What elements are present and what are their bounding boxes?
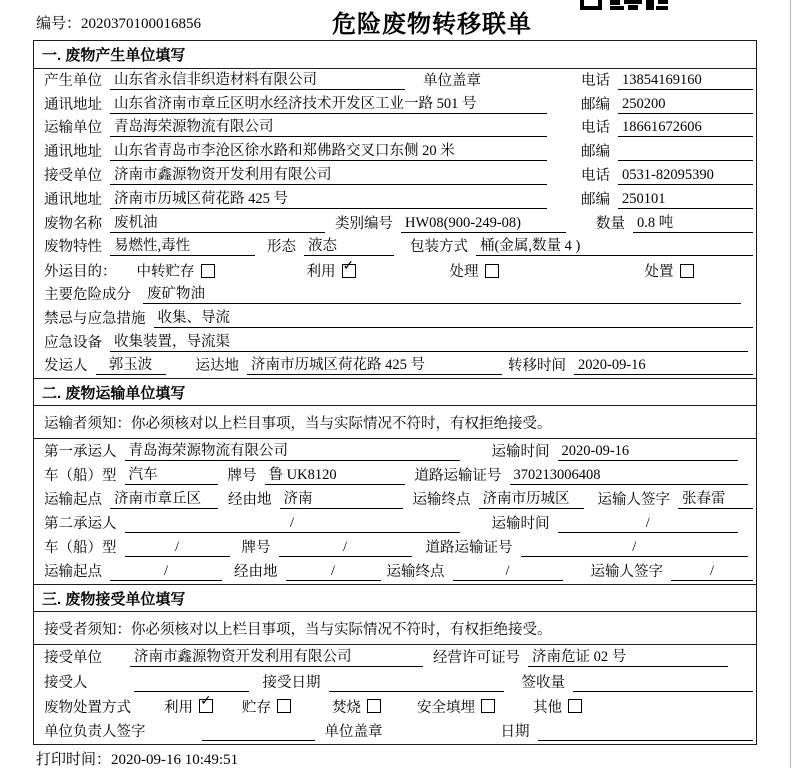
route-end-value: /: [453, 563, 563, 581]
transporter-row: [34, 117, 756, 141]
option-label: 利用: [164, 699, 193, 716]
checkbox-utilize: [199, 693, 213, 713]
purpose-option-utilize: [306, 257, 356, 281]
second-carrier-label: 第二承运人: [44, 516, 117, 533]
vehicle-type-value: /: [125, 539, 230, 557]
receiver-notice: 接受者须知：你必须核对以上栏目事项，当与实际情况不符时，有权拒绝接受。: [34, 612, 756, 645]
disposal-method-label: 废物处置方式: [44, 699, 131, 716]
phone-label: 电话: [581, 120, 610, 137]
option-label: 处置: [644, 264, 674, 281]
road-permit-value: /: [521, 539, 749, 557]
phone-label: 电话: [581, 167, 610, 184]
waste-name-row: [34, 212, 756, 236]
receiver-value: 济南市鑫源物资开发利用有限公司: [110, 163, 547, 185]
destination-value: 济南市历城区荷花路 425 号: [247, 353, 502, 375]
transfer-time-value: 2020-09-16: [574, 357, 753, 375]
via-label: 经由地: [228, 491, 272, 508]
option-label: 处理: [449, 264, 479, 281]
receive-date-value: [329, 691, 504, 692]
waste-name-label: 废物名称: [44, 215, 102, 232]
emergency-measures-row: [34, 307, 756, 331]
document-number-value: 2020370100016856: [81, 16, 202, 32]
address-value: 济南市历城区荷花路 425 号: [110, 187, 547, 209]
checkbox-dispose: [680, 264, 694, 278]
zip-value: 250200: [618, 96, 753, 114]
plate-value: 鲁 UK8120: [265, 463, 405, 485]
road-permit-label: 道路运输证号: [425, 540, 513, 557]
via-value: 济南: [280, 487, 403, 509]
quantity-value: 0.8 吨: [633, 211, 753, 233]
producer-row: [34, 69, 756, 93]
section2-header: 二. 废物运输单位填写: [34, 378, 756, 406]
route-row-1: [34, 488, 756, 512]
transport-time-label: 运输时间: [491, 516, 550, 533]
document-number: [36, 12, 201, 33]
waste-property-value: 易燃性,毒性: [110, 234, 255, 256]
route-start-label: 运输起点: [44, 564, 102, 581]
responsible-signature-row: [34, 719, 756, 744]
route-end-label: 运输终点: [412, 491, 471, 508]
transporter-address-row: [34, 140, 756, 164]
checkbox-landfill: [481, 699, 495, 713]
qr-code-fragment: [580, 0, 668, 10]
zip-value: 250101: [618, 191, 753, 209]
first-carrier-row: [34, 439, 756, 463]
unit-seal-label: 单位盖章: [324, 723, 383, 740]
address-label: 通讯地址: [44, 144, 102, 161]
emergency-equipment-value: 收集装置，导流渠: [110, 330, 748, 352]
transfer-form-table: [33, 40, 757, 745]
via-value: /: [286, 563, 381, 581]
waste-property-label: 废物特性: [44, 239, 102, 256]
unit-seal-label: 单位盖章: [423, 72, 481, 89]
carrier-signature-label: 运输人签字: [590, 564, 663, 581]
purpose-option-transfer-storage: [137, 260, 215, 281]
received-quantity-value: [573, 691, 753, 692]
packaging-value: 桶(金属,数量 4 ): [476, 234, 753, 256]
option-label: 安全填埋: [417, 699, 475, 716]
phone-value: 18661672606: [618, 119, 753, 137]
disposal-option-storage: [242, 696, 291, 717]
checkbox-storage: [277, 699, 291, 713]
zip-label: 邮编: [581, 144, 610, 161]
form-label: 形态: [267, 239, 296, 256]
phone-label: 电话: [581, 72, 610, 89]
emergency-measures-label: 禁忌与应急措施: [44, 310, 146, 327]
emergency-equipment-row: [34, 331, 756, 355]
destination-label: 运达地: [195, 358, 239, 375]
page-title: 危险废物转移联单: [332, 11, 532, 38]
receiving-unit-label: 接受单位: [44, 650, 102, 667]
license-label: 经营许可证号: [433, 650, 520, 667]
waste-property-row: [34, 236, 756, 260]
carrier-signature-value: /: [671, 563, 753, 581]
road-permit-label: 道路运输证号: [414, 467, 502, 484]
producer-value: 山东省永信非织造材料有限公司: [110, 68, 405, 90]
category-code-value: HW08(900-249-08): [401, 215, 566, 233]
checkmark: ✓: [200, 693, 212, 710]
packaging-label: 包装方式: [410, 239, 468, 256]
second-carrier-row: [34, 512, 756, 536]
shipper-row: [34, 355, 756, 379]
hazard-component-row: [34, 283, 756, 307]
purpose-label: 外运目的：: [44, 264, 117, 281]
receiver-person-row: [34, 670, 756, 695]
address-value: 山东省青岛市李沧区徐水路和郑佛路交叉口东侧 20 米: [110, 139, 547, 161]
option-label: 中转贮存: [136, 264, 195, 281]
address-label: 通讯地址: [44, 96, 102, 113]
route-start-value: /: [110, 563, 222, 581]
hazard-component-label: 主要危险成分: [44, 286, 131, 303]
hazard-component-value: 废矿物油: [143, 282, 741, 304]
checkbox-incinerate: [367, 699, 381, 713]
outbound-purpose-row: [34, 259, 756, 283]
phone-value: 13854169160: [618, 72, 753, 90]
vehicle-type-label: 车（船）型: [44, 467, 117, 484]
plate-label: 牌号: [241, 540, 271, 557]
first-carrier-label: 第一承运人: [44, 443, 117, 460]
option-label: 贮存: [242, 699, 271, 716]
responsible-signature-value: [202, 740, 315, 741]
route-start-label: 运输起点: [44, 491, 102, 508]
zip-label: 邮编: [581, 191, 610, 208]
address-label: 通讯地址: [44, 191, 102, 208]
document-number-label: 编号：: [36, 16, 82, 32]
checkbox-treat: [485, 264, 499, 278]
form-value: 液态: [304, 234, 394, 256]
checkbox-other: [568, 699, 582, 713]
print-time: 打印时间：2020-09-16 10:49:51: [36, 752, 239, 768]
receiver-person-value: [134, 691, 249, 692]
producer-label: 产生单位: [44, 72, 102, 89]
option-label: 其他: [533, 699, 562, 716]
transport-time-label: 运输时间: [491, 443, 550, 460]
receiver-row: [34, 164, 756, 188]
disposal-option-incinerate: [332, 696, 381, 717]
transporter-label: 运输单位: [44, 120, 102, 137]
carrier-signature-label: 运输人签字: [597, 491, 670, 508]
category-code-label: 类别编号: [335, 215, 393, 232]
emergency-equipment-label: 应急设备: [44, 334, 102, 351]
disposal-option-landfill: [417, 696, 495, 717]
transport-time-value: /: [558, 515, 739, 533]
receiving-unit-row: [34, 645, 756, 670]
disposal-option-other: [533, 696, 582, 717]
shipper-value: 郭玉波: [96, 353, 166, 375]
plate-value: /: [279, 539, 412, 557]
receiving-unit-value: 济南市鑫源物资开发利用有限公司: [130, 645, 423, 667]
route-end-label: 运输终点: [386, 564, 445, 581]
responsible-signature-label: 单位负责人签字: [44, 723, 146, 740]
purpose-option-treat: [450, 260, 499, 281]
date-value: [538, 740, 754, 741]
transfer-time-label: 转移时间: [508, 358, 566, 375]
transport-time-value: 2020-09-16: [558, 443, 739, 461]
zip-label: 邮编: [581, 96, 610, 113]
receiver-person-label: 接受人: [44, 674, 88, 691]
vehicle-row-2: [34, 536, 756, 560]
option-label: 焚烧: [332, 699, 361, 716]
license-value: 济南危证 02 号: [528, 645, 728, 667]
vehicle-type-label: 车（船）型: [44, 540, 117, 557]
plate-label: 牌号: [227, 467, 257, 484]
zip-value: [618, 160, 753, 161]
phone-value: 0531-82095390: [618, 167, 753, 185]
section1-header: 一. 废物产生单位填写: [34, 41, 756, 69]
carrier-signature-value: 张春雷: [678, 487, 753, 509]
transporter-value: 青岛海荣源物流有限公司: [110, 115, 547, 137]
route-end-value: 济南市历城区: [479, 487, 584, 509]
transporter-notice: 运输者须知：你必须核对以上栏目事项，当与实际情况不符时，有权拒绝接受。: [34, 406, 756, 439]
second-carrier-value: /: [125, 515, 460, 533]
receiver-label: 接受单位: [44, 167, 102, 184]
date-label: 日期: [500, 723, 530, 740]
section3-header: 三. 废物接受单位填写: [34, 584, 756, 612]
checkmark: ✓: [342, 257, 355, 274]
route-start-value: 济南市章丘区: [110, 487, 218, 509]
disposal-method-row: [34, 695, 756, 720]
checkbox-transfer-storage: [201, 264, 215, 278]
producer-address-row: [34, 93, 756, 117]
waste-name-value: 废机油: [110, 211, 325, 233]
receive-date-label: 接受日期: [262, 674, 321, 691]
shipper-label: 发运人: [44, 358, 88, 375]
quantity-label: 数量: [596, 215, 625, 232]
page-edge-line: [790, 0, 791, 768]
disposal-option-utilize: [164, 693, 213, 717]
receiver-address-row: [34, 188, 756, 212]
road-permit-value: 370213006408: [510, 467, 749, 485]
emergency-measures-value: 收集、导流: [154, 306, 754, 328]
option-label: 利用: [306, 264, 336, 281]
route-row-2: [34, 560, 756, 584]
vehicle-row-1: [34, 464, 756, 488]
vehicle-type-value: 汽车: [125, 463, 218, 485]
first-carrier-value: 青岛海荣源物流有限公司: [125, 439, 460, 461]
checkbox-utilize: [342, 257, 356, 278]
address-value: 山东省济南市章丘区明水经济技术开发区工业一路 501 号: [110, 92, 547, 114]
purpose-option-dispose: [645, 260, 694, 281]
received-quantity-label: 签收量: [521, 674, 565, 691]
via-label: 经由地: [234, 564, 278, 581]
